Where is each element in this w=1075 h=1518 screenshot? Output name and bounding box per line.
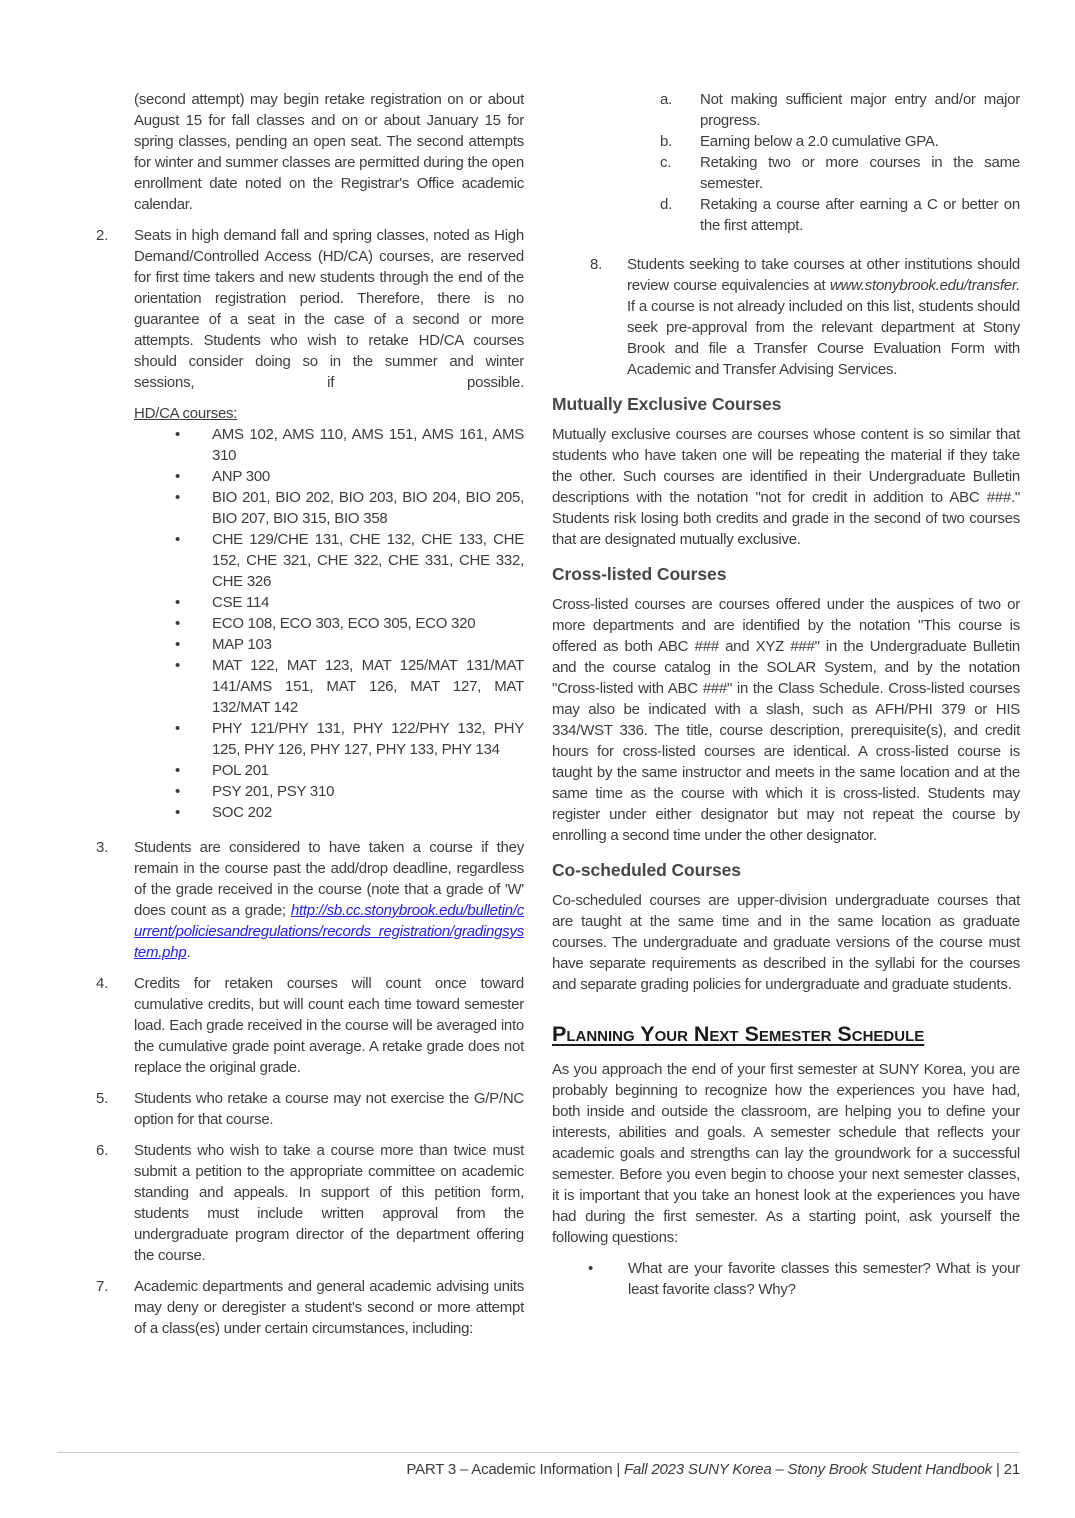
- numbered-item-4: [96, 973, 524, 1078]
- item-text: [134, 837, 524, 963]
- list-item: [96, 802, 524, 823]
- item-letter: c.: [660, 154, 672, 171]
- list-item: [96, 634, 524, 655]
- item-text: Academic departments and general academic advising units may deny or deregister a student's second or more attempt of a class(es) under certain circumstances, including:: [134, 1278, 524, 1337]
- lettered-sublist: [552, 89, 1020, 236]
- item-text: Retaking two or more courses in the same semester.: [700, 154, 1020, 192]
- numbered-item-2: [96, 225, 524, 393]
- item-number: 3.: [96, 839, 109, 856]
- lettered-item-d: [552, 194, 1020, 236]
- numbered-item-3: [96, 837, 524, 963]
- section-paragraph: Cross-listed courses are courses offered under the auspices of two or more departments and are identified by the notation "This course is offered as both ABC ### and XYZ ###" in the Undergraduate Bulletin and the course catalog in the SOLAR System, and by the notation "Cross-listed with ABC ###" in the Class Schedule. Cross-listed courses may also be indicated with a slash, such as AFH/PHI 379 or HIS 334/WST 336. The title, course description, prerequisite(s), and credit hours for cross-listed courses are identical. A cross-listed course is taught by the same instructor and meets in the same location and at the same time as the course with which it is cross-listed. Students may register under either designator but may not repeat the course by enrolling a second time under the other designator.: [552, 596, 1020, 844]
- item-text: Not making sufficient major entry and/or major progress.: [700, 91, 1020, 129]
- course-group: CSE 114: [212, 594, 270, 611]
- transfer-url-text: www.stonybrook.edu/transfer.: [829, 277, 1020, 294]
- bullet-icon: •: [588, 1260, 594, 1277]
- item-number: 2.: [96, 227, 109, 244]
- bullet-icon: •: [175, 615, 181, 632]
- item-number: 5.: [96, 1090, 109, 1107]
- item3-text-before: Students are considered to have taken a course if they remain in the course past the add/drop deadline, regardless of the grade received in the course (note that a grade of 'W' does count as a grade;: [134, 839, 524, 919]
- bullet-icon: •: [175, 657, 181, 674]
- course-group: PSY 201, PSY 310: [212, 783, 335, 800]
- left-column: [96, 89, 524, 1349]
- list-item: [96, 529, 524, 592]
- section-paragraph: Co-scheduled courses are upper-division undergraduate courses that are taught at the same time and in the same location as graduate courses. The undergraduate and graduate versions of the course must have separate requirements as described in the syllabi for the courses and separate grading policies for undergraduate and graduate students.: [552, 892, 1020, 993]
- bullet-icon: •: [175, 783, 181, 800]
- bullet-icon: •: [175, 426, 181, 443]
- two-column-layout: [96, 89, 1020, 1349]
- list-item: [96, 592, 524, 613]
- item8-text-before: Students seeking to take courses at other institutions should review course equivalencies at: [627, 256, 1020, 294]
- course-group: SOC 202: [212, 804, 272, 821]
- list-item: [96, 655, 524, 718]
- numbered-item-6: [96, 1140, 524, 1266]
- page-footer: [406, 1459, 1020, 1480]
- list-item: [96, 718, 524, 760]
- question-list-item: [552, 1258, 1020, 1300]
- course-group: BIO 201, BIO 202, BIO 203, BIO 204, BIO 205, BIO 207, BIO 315, BIO 358: [212, 489, 524, 527]
- course-group: MAP 103: [212, 636, 272, 653]
- bullet-icon: •: [175, 489, 181, 506]
- bullet-icon: •: [175, 531, 181, 548]
- item-text: Earning below a 2.0 cumulative GPA.: [700, 133, 939, 150]
- item-text: Credits for retaken courses will count once toward cumulative credits, but will count each time toward semester load. Each grade received in the course will be averaged into the cumulative grade point average. A retake grade does not replace the original grade.: [134, 975, 524, 1076]
- bullet-icon: •: [175, 636, 181, 653]
- list-item: [96, 760, 524, 781]
- bullet-icon: •: [175, 468, 181, 485]
- planning-intro-paragraph: As you approach the end of your first semester at SUNY Korea, you are probably beginning to recognize how the experiences you have had, both inside and outside the classroom, are helping you to define your interests, abilities and goals. A semester schedule that reflects your academic goals and strengths can lay the groundwork for a successful semester. Before you even begin to choose your next semester classes, it is important that you take an honest look at the experiences you have had during the first semester. As a starting point, ask yourself the following questions:: [552, 1061, 1020, 1246]
- section-heading-co-scheduled: Co-scheduled Courses: [552, 860, 741, 880]
- numbered-item-8: [552, 254, 1020, 380]
- item-text: [627, 254, 1020, 380]
- lettered-item-b: [552, 131, 1020, 152]
- section-paragraph: Mutually exclusive courses are courses whose content is so similar that students who have taken one will be repeating the material if they take the other. Such courses are identified in their Undergraduate Bulletin descriptions with the notation "not for credit in addition to ABC ###." Students risk losing both credits and grade in the second of two courses that are designated mutually exclusive.: [552, 426, 1020, 548]
- bullet-icon: •: [175, 762, 181, 779]
- course-group: CHE 129/CHE 131, CHE 132, CHE 133, CHE 152, CHE 321, CHE 322, CHE 331, CHE 332, CHE 326: [212, 531, 524, 590]
- list-item: [96, 613, 524, 634]
- section-heading-cross-listed: Cross-listed Courses: [552, 564, 727, 584]
- item-number: 7.: [96, 1278, 109, 1295]
- main-heading-planning-schedule: Planning Your Next Semester Schedule: [552, 1022, 925, 1046]
- course-group: ANP 300: [212, 468, 271, 485]
- bullet-icon: •: [175, 720, 181, 737]
- list-item: [96, 781, 524, 802]
- item-letter: a.: [660, 91, 673, 108]
- item-letter: b.: [660, 133, 673, 150]
- list-item: [96, 487, 524, 529]
- question-text: What are your favorite classes this semester? What is your least favorite class? Why?: [628, 1260, 1020, 1298]
- bullet-icon: •: [175, 804, 181, 821]
- footer-divider: [57, 1452, 1020, 1453]
- item3-text-after: .: [186, 944, 191, 961]
- hdca-course-list: [96, 424, 524, 823]
- numbered-item-5: [96, 1088, 524, 1130]
- lettered-item-a: [552, 89, 1020, 131]
- hdca-courses-heading: HD/CA courses:: [134, 405, 238, 422]
- right-column: [552, 89, 1020, 1349]
- course-group: AMS 102, AMS 110, AMS 151, AMS 161, AMS 310: [212, 426, 524, 464]
- list-item: [96, 466, 524, 487]
- grading-system-link[interactable]: http://sb.cc.stonybrook.edu/bulletin/current/policiesandregulations/records_registration/gradingsystem.php: [134, 902, 524, 961]
- item-text: Students who retake a course may not exercise the G/P/NC option for that course.: [134, 1090, 524, 1128]
- item8-text-after: If a course is not already included on this list, students should seek pre-approval from the relevant department at Stony Brook and file a Transfer Course Evaluation Form with Academic and Transfer Advising Services.: [627, 298, 1020, 378]
- item-number: 6.: [96, 1142, 109, 1159]
- item-text: Students who wish to take a course more than twice must submit a petition to the appropriate committee on academic standing and appeals. In support of this petition form, students must include written approval from the undergraduate program director of the department offering the course.: [134, 1142, 524, 1264]
- footer-page-number: | 21: [992, 1461, 1020, 1478]
- item-number: 4.: [96, 975, 109, 992]
- numbered-item-7: [96, 1276, 524, 1339]
- course-group: MAT 122, MAT 123, MAT 125/MAT 131/MAT 141/AMS 151, MAT 126, MAT 127, MAT 132/MAT 142: [212, 657, 524, 716]
- footer-handbook-title: Fall 2023 SUNY Korea – Stony Brook Student Handbook: [623, 1461, 993, 1478]
- course-group: ECO 108, ECO 303, ECO 305, ECO 320: [212, 615, 476, 632]
- course-group: POL 201: [212, 762, 269, 779]
- list-item: [96, 424, 524, 466]
- course-group: PHY 121/PHY 131, PHY 122/PHY 132, PHY 125, PHY 126, PHY 127, PHY 133, PHY 134: [212, 720, 524, 758]
- item-number: 8.: [590, 256, 603, 273]
- lettered-item-c: [552, 152, 1020, 194]
- item-letter: d.: [660, 196, 673, 213]
- bullet-icon: •: [175, 594, 181, 611]
- item-text: Seats in high demand fall and spring classes, noted as High Demand/Controlled Access (HD/CA) courses, are reserved for first time takers and new students through the end of the orientation registration period. Therefore, there is no guarantee of a seat in the case of a second or more attempts. Students who wish to retake HD/CA courses should consider doing so in the summer and winter sessions, if possible.: [134, 227, 524, 391]
- paragraph-item1-continuation: (second attempt) may begin retake registration on or about August 15 for fall classes and on or about January 15 for spring classes, pending an open seat. The second attempts for winter and summer classes are permitted during the open enrollment date noted on the Registrar's Office academic calendar.: [134, 91, 524, 213]
- footer-part-label: PART 3 – Academic Information |: [406, 1461, 624, 1478]
- item-text: Retaking a course after earning a C or better on the first attempt.: [700, 196, 1020, 234]
- section-heading-mutually-exclusive: Mutually Exclusive Courses: [552, 394, 782, 414]
